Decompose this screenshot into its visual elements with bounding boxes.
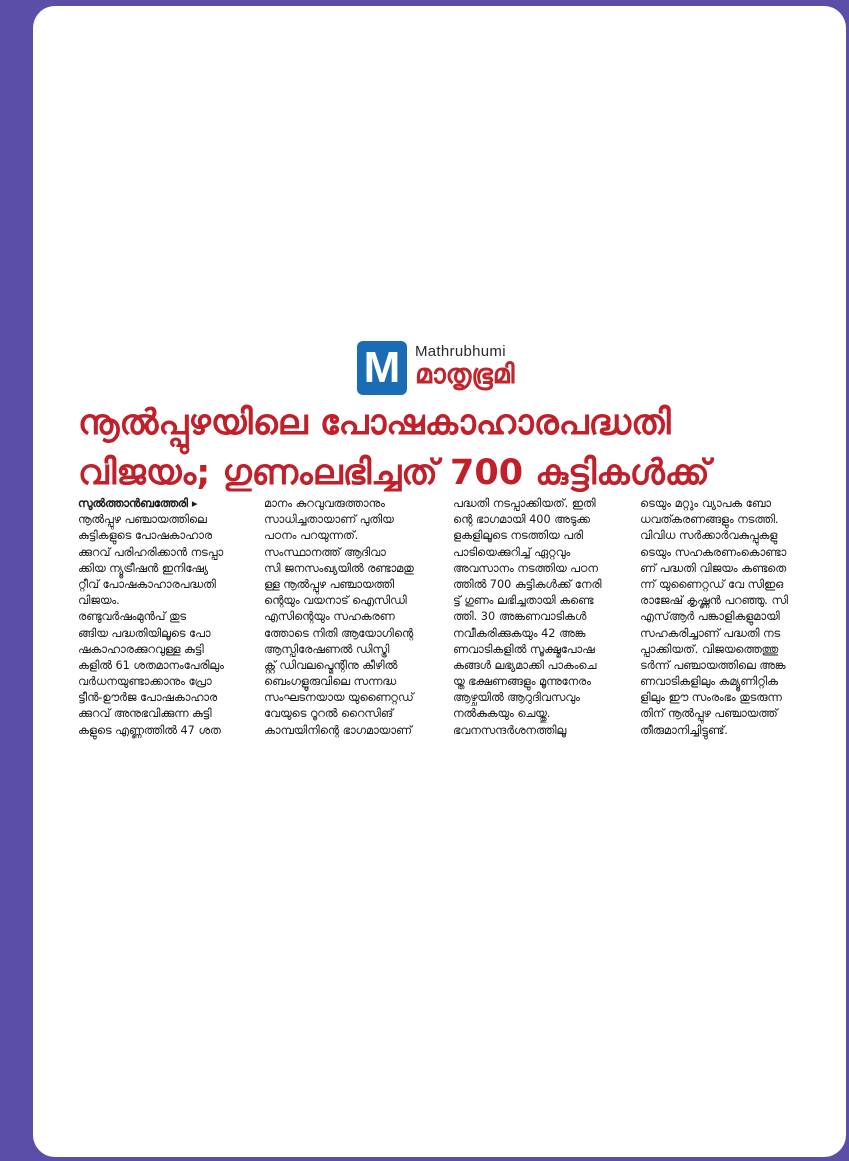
- headline: [78, 398, 778, 498]
- article-text-line: ന്റെ ഭാഗമായി 400 അടുക്ക: [453, 513, 590, 527]
- article-text-line: ഷകാഹാരക്കുറവുള്ള കുട്ടി: [78, 642, 204, 656]
- article-text-line: സംസ്ഥാനത്ത് ആദിവാ: [264, 545, 386, 559]
- article-text-line: തീരുമാനിച്ചിട്ടുണ്ട്.: [640, 723, 728, 737]
- article-text-line: സാധിച്ചതായാണ് പുതിയ: [264, 513, 394, 527]
- article-text-line: രണ്ടുവർഷംമുൻപ് തുട: [78, 610, 186, 624]
- article-text-line: ട്ട് ഗുണം ലഭിച്ചതായി കണ്ടെ: [453, 594, 594, 608]
- article-text-line: നവീകരിക്കുകയും 42 അങ്ക: [453, 626, 586, 640]
- article-text-line: യ്ത ഭക്ഷണങ്ങളും മൂന്നുനേരം: [453, 675, 591, 689]
- article-text-line: ടെയും മറ്റും വ്യാപക ബോ: [640, 497, 771, 510]
- article-text-line: ആസ്പിരേഷണൽ ഡിസ്ട്രി: [264, 642, 390, 656]
- article-text-line: ങ്ങിയ പദ്ധതിയിലൂടെ പോ: [78, 626, 211, 640]
- article-text-line: ഭവനസന്ദർശനത്തിലൂ: [453, 723, 567, 737]
- article-text-line: നൂൽപ്പുഴ പഞ്ചായത്തിലെ: [78, 513, 207, 527]
- article-text-line: കങ്ങൾ ലഭ്യമാക്കി പാകംചെ: [453, 658, 597, 672]
- logo-letter: M: [363, 343, 401, 392]
- article-text-line: പദ്ധതി നടപ്പാക്കിയത്. ഇതി: [453, 497, 596, 510]
- article-text-line: വിവിധ സർക്കാർവകുപ്പുകളു: [640, 529, 778, 543]
- article-text-line: ടർന്ന് പഞ്ചായത്തിലെ അങ്ക: [640, 658, 786, 672]
- article-text-line: ആഴ്ചയിൽ ആറുദിവസവും: [453, 691, 580, 705]
- headline-line-1: നൂൽപ്പുഴയിലെ പോഷകാഹാരപദ്ധതി: [78, 403, 671, 443]
- article-text-line: ക്കിയ ന്യൂട്രീഷൻ ഇനിഷ്യേ: [78, 561, 209, 575]
- article-text-line: ള്ള നൂൽപ്പുഴ പഞ്ചായത്തി: [264, 577, 395, 591]
- article-text-line: ടെയും സഹകരണംകൊണ്ടാ: [640, 545, 787, 559]
- article-text-line: എസിന്റെയും സഹകരണ: [264, 610, 395, 624]
- article-text-line: ത്തോടെ നിതി ആയോഗിന്റെ: [264, 626, 414, 640]
- article-text-line: പ്പാക്കിയത്. വിജയത്തെത്തു: [640, 642, 778, 656]
- article-text-line: കളിൽ 61 ശതമാനംപേരിലും: [78, 658, 224, 672]
- article-text-line: വിജയം.: [78, 594, 120, 608]
- article-column-2: [264, 496, 429, 739]
- article-text-line: ട്ടീൻ-ഊർജ പോഷകാഹാര: [78, 691, 218, 705]
- article-text-line: അവസാനം നടത്തിയ പഠന: [453, 561, 598, 575]
- article-text-line: ക്റ്റ് ഡിവലപ്മെന്റിനു കീഴിൽ: [264, 658, 398, 672]
- article-text-line: പഠനം പറയുന്നത്.: [264, 529, 359, 543]
- article-text-line: കാമ്പയിനിന്റെ ഭാഗമായാണ്: [264, 723, 412, 737]
- article-text-line: എസ്ആർ പങ്കാളികളുമായി: [640, 610, 780, 624]
- article-column-3: [453, 496, 618, 739]
- article-text-line: ന്ന് യുണൈറ്റഡ് വേ സിഇഒ: [640, 577, 784, 591]
- article-text-line: ളിലും ഈ സംരംഭം തുടരുന്ന: [640, 691, 782, 705]
- article-column-4: [640, 496, 805, 739]
- article-text-line: കളുടെ എണ്ണത്തിൽ 47 ശത: [78, 723, 221, 737]
- article-text-line: ക്കുറവ് അനുഭവിക്കുന്ന കുട്ടി: [78, 707, 212, 721]
- article-text-line: ധവത്കരണങ്ങളും നടത്തി.: [640, 513, 779, 527]
- headline-line-2: വിജയം; ഗുണംലഭിച്ചത് 700 കുട്ടികൾക്ക്: [78, 453, 710, 493]
- article-text-line: ണവാടികളിൽ സൂക്ഷ്മപോഷ: [453, 642, 595, 656]
- article-text-line: നൽകുകയും ചെയ്തു.: [453, 707, 551, 721]
- article-text-line: റ്റീവ് പോഷകാഹാരപദ്ധതി: [78, 577, 216, 591]
- article-text-line: തിന് നൂൽപ്പുഴ പഞ്ചായത്ത്: [640, 707, 778, 721]
- logo-mark-icon: [357, 341, 407, 395]
- article-text-line: വർധനയുണ്ടാക്കാനും പ്രോ: [78, 675, 212, 689]
- article-text-line: പാടിയെക്കുറിച്ച് ഏറ്റവും: [453, 545, 571, 559]
- article-text-line: രാജേഷ് കൃഷ്ണൻ പറഞ്ഞു. സി: [640, 594, 788, 608]
- article-text-line: സഹകരിച്ചാണ് പദ്ധതി നട: [640, 626, 781, 640]
- article-text-line: വേയുടെ റൂറൽ റൈസിങ്: [264, 707, 394, 721]
- article-text-line: ന്റെയും വയനാട് ഐസിഡി: [264, 594, 407, 608]
- article-text-line: മാനം കുറവുവരുത്താനും: [264, 497, 385, 510]
- article-text-line: ബെംഗളൂരുവിലെ സന്നദ്ധ: [264, 675, 397, 689]
- dateline: സുൽത്താൻബത്തേരി ▸: [78, 497, 198, 510]
- article-text-line: ളകളിലൂടെ നടത്തിയ പരി: [453, 529, 583, 543]
- article-text-line: സി ജനസംഖ്യയിൽ രണ്ടാമതു: [264, 561, 414, 575]
- article-text-line: സംഘടനയായ യുണൈറ്റഡ്: [264, 691, 414, 705]
- article-text-line: ണ് പദ്ധതി വിജയം കണ്ടതെ: [640, 561, 787, 575]
- article-text-line: ക്കുറവ് പരിഹരിക്കാൻ നടപ്പാ: [78, 545, 224, 559]
- article-text-line: ണവാടികളിലും കമ്യൂണിറ്റിക: [640, 675, 778, 689]
- logo-name-malayalam: മാതൃഭൂമി: [415, 359, 515, 390]
- article-column-1: [78, 496, 243, 739]
- article-text-line: കുട്ടികളുടെ പോഷകാഹാര: [78, 529, 212, 543]
- article-text-line: ത്തിൽ 700 കുട്ടികൾക്ക് നേരി: [453, 577, 602, 591]
- article-text-line: ത്തി. 30 അങ്കണവാടികൾ: [453, 610, 587, 624]
- mathrubhumi-logo: [357, 341, 577, 395]
- logo-name-english: Mathrubhumi: [415, 343, 506, 360]
